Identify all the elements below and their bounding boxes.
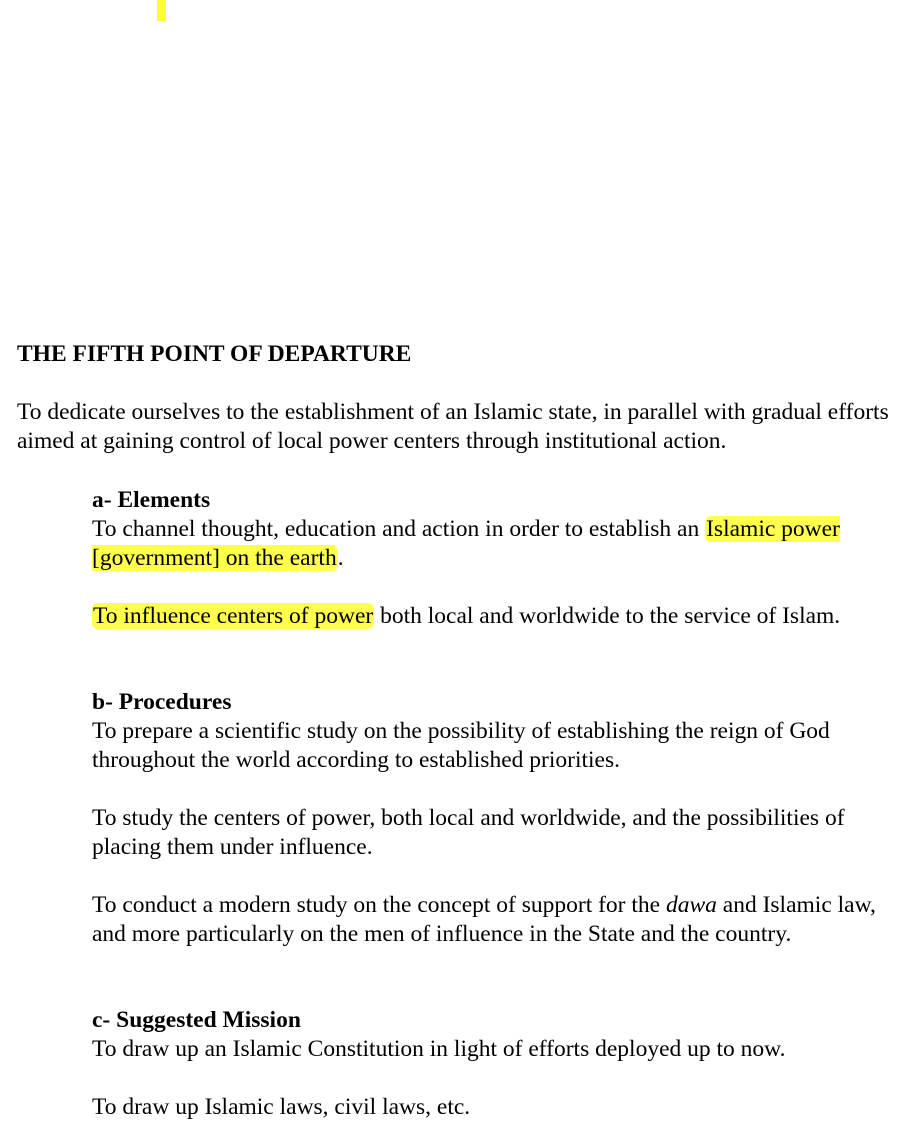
elements-paragraph-1 — [92, 515, 897, 573]
highlighted-text: Islamic power [government] on the earth — [92, 516, 840, 571]
procedures-paragraph-3 — [92, 891, 897, 949]
highlight-mark — [157, 0, 166, 21]
text-run: and Islamic law, and more particularly on the men of influence in the State and the country. — [92, 892, 876, 947]
section-heading-mission: c- Suggested Mission — [92, 1007, 301, 1033]
italic-term: dawa — [665, 892, 717, 918]
section-procedures — [92, 688, 897, 949]
section-mission — [92, 1006, 897, 1122]
section-heading-elements: a- Elements — [92, 487, 211, 513]
text-run: . — [337, 545, 344, 571]
mission-paragraph-1: To draw up an Islamic Constitution in light of efforts deployed up to now. — [92, 1036, 786, 1062]
highlighted-text: To influence centers of power — [93, 603, 374, 629]
text-run: both local and worldwide to the service of Islam. — [374, 603, 841, 629]
mission-paragraph-2: To draw up Islamic laws, civil laws, etc. — [92, 1094, 471, 1120]
procedures-paragraph-2: To study the centers of power, both local and worldwide, and the possibilities of placing them under influence. — [92, 805, 845, 860]
intro-paragraph: To dedicate ourselves to the establishment of an Islamic state, in parallel with gradual efforts aimed at gaining control of local power centers through institutional action. — [17, 399, 889, 454]
section-heading-procedures: b- Procedures — [92, 689, 232, 715]
procedures-paragraph-1: To prepare a scientific study on the possibility of establishing the reign of God throughout the world according to established priorities. — [92, 718, 830, 773]
text-run: To conduct a modern study on the concept of support for the — [92, 892, 666, 918]
elements-paragraph-2 — [92, 602, 897, 631]
section-elements — [92, 486, 897, 631]
text-run: To channel thought, education and action in order to establish an — [92, 516, 706, 542]
page-title: THE FIFTH POINT OF DEPARTURE — [17, 341, 412, 367]
